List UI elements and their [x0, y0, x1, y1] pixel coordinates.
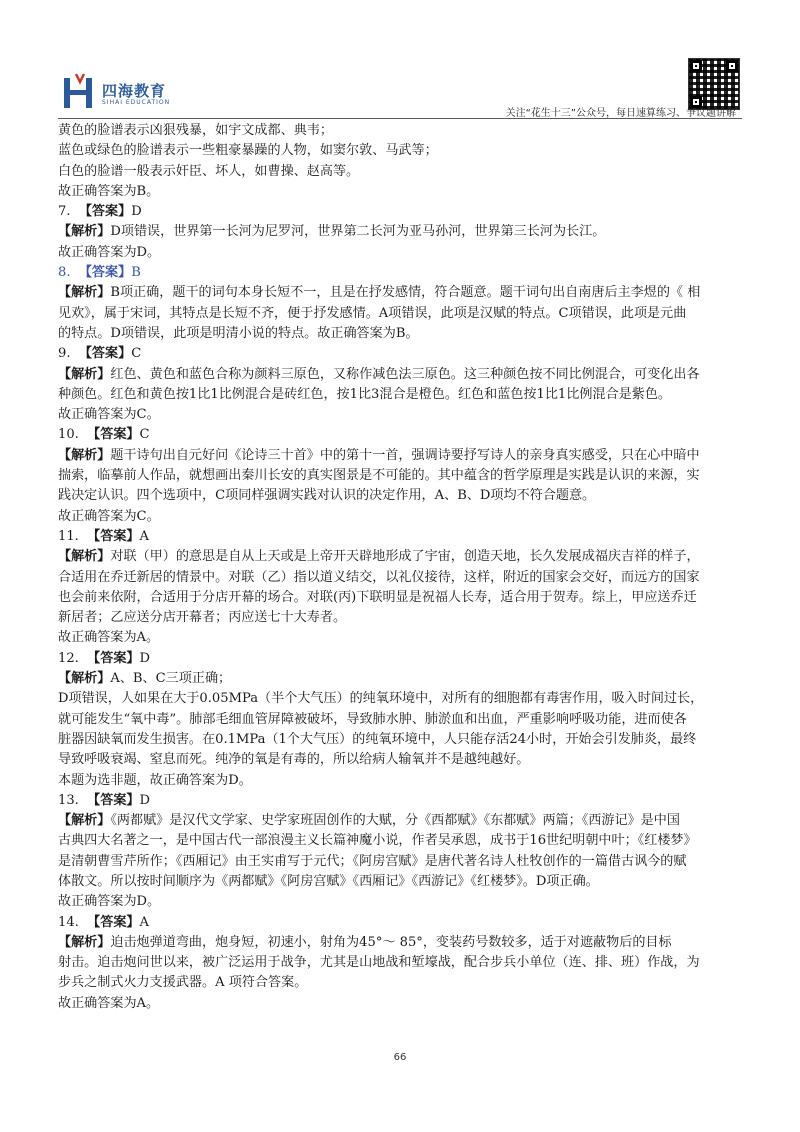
- answer-label: 【答案】: [87, 427, 140, 443]
- text-line: [58, 771, 744, 791]
- question-number: 12.: [58, 650, 79, 666]
- line-text: 是清朝曹雪芹所作；《西厢记》由王实甫写于元代；《阿房宫赋》是唐代著名诗人杜牧创作的一篇借古讽今的赋: [58, 853, 687, 869]
- text-line: [58, 141, 744, 161]
- text-line: [58, 588, 744, 608]
- text-line: [58, 852, 744, 872]
- question-number: 13.: [58, 792, 79, 808]
- line-text: 脏器因缺氧而发生损害。在0.1MPa（1个大气压）的纯氧环境中，人只能存活24小时，开始会引发肺炎，最终: [58, 731, 697, 747]
- line-text: 步兵之制式火力支援武器。A 项符合答案。: [58, 975, 308, 991]
- question-number: 7.: [58, 204, 71, 220]
- text-line: [58, 892, 744, 912]
- logo-subtitle: SIHAI EDUCATION: [102, 99, 171, 106]
- text-line: [58, 385, 744, 405]
- page-header: [0, 0, 800, 118]
- line-text: A: [139, 914, 149, 930]
- text-line: [58, 202, 744, 222]
- text-line: [58, 243, 744, 263]
- analysis-label: 【解析】: [58, 671, 111, 687]
- text-line: [58, 913, 744, 933]
- line-text: 导致呼吸衰竭、窒息而死。纯净的氧是有毒的，所以给病人输氧并不是越纯越好。: [58, 752, 530, 768]
- answer-label: 【答案】: [78, 346, 132, 362]
- question-number: 14.: [58, 914, 79, 930]
- analysis-label: 【解析】: [58, 549, 111, 565]
- line-text: 揣索，临摹前人作品，就想画出秦川长安的真实图景是不可能的。其中蕴含的哲学原理是实践是认识的来源，实: [58, 468, 700, 484]
- text-line: [58, 933, 744, 953]
- header-tagline: 关注“花生十三”公众号，每日速算练习、争议题讲解: [505, 108, 736, 119]
- line-text: 题干诗句出自元好问《论诗三十首》中的第十一首，强调诗要抒写诗人的亲身真实感受，只在心中暗中: [110, 447, 700, 463]
- text-line: [58, 568, 744, 588]
- line-text: 见欢》，属于宋词，其特点是长短不齐，便于抒发感情。A项错误，此项是汉赋的特点。C项错误，此项是元曲: [58, 305, 687, 321]
- line-text: 种颜色。红色和黄色按1比1比例混合是砖红色，按1比3混合是橙色。红色和蓝色按1比1比例混合是紫色。: [58, 386, 672, 402]
- line-text: 的特点。D项错误，此项是明清小说的特点。故正确答案为B。: [58, 325, 419, 341]
- line-text: 对联（甲）的意思是自从上天或是上帝开天辟地形成了宇宙，创造天地，长久发展成福庆吉祥的样子，: [110, 549, 700, 565]
- text-line: [58, 405, 744, 425]
- line-text: D: [139, 650, 151, 666]
- text-line: [58, 507, 744, 527]
- text-line: [58, 324, 744, 344]
- analysis-label: 【解析】: [58, 447, 111, 463]
- text-line: [58, 730, 744, 750]
- line-text: 故正确答案为B。: [58, 183, 160, 199]
- question-number: 8.: [58, 265, 71, 281]
- answer-label: 【答案】: [78, 204, 132, 220]
- line-text: 践决定认识。四个选项中，C项同样强调实践对认识的决定作用，A、B、D项均不符合题意。: [58, 488, 596, 504]
- text-line: [58, 750, 744, 770]
- line-text: 合适用在乔迁新居的情景中。对联（乙）指以道义结交，以礼仪接待，这样，附近的国家会交好，而远方的国家: [58, 569, 700, 585]
- answer-label: 【答案】: [87, 914, 140, 930]
- line-text: 体散文。所以按时间顺序为《两都赋》《阿房宫赋》《西厢记》《西游记》《红楼梦》。D项正确。: [58, 873, 599, 889]
- logo-mark-icon: [62, 72, 98, 112]
- text-line: [58, 344, 744, 364]
- qr-code-icon: [688, 58, 740, 110]
- line-text: A: [139, 528, 149, 544]
- analysis-label: 【解析】: [58, 224, 111, 240]
- line-text: D项错误，世界第一长河为尼罗河，世界第二长河为亚马孙河，世界第三长河为长江。: [110, 224, 606, 240]
- line-text: A、B、C三项正确；: [110, 671, 232, 687]
- line-text: 故正确答案为C。: [58, 407, 160, 423]
- text-line: [58, 953, 744, 973]
- answer-label: 【答案】: [78, 265, 132, 281]
- text-line: [58, 527, 744, 547]
- line-text: D项错误，人如果在大于0.05MPa（半个大气压）的纯氧环境中，对所有的细胞都有毒害作用，吸入时间过长，: [58, 691, 704, 707]
- line-text: 白色的脸谱一般表示奸臣、坏人，如曹操、赵高等。: [58, 163, 360, 179]
- analysis-label: 【解析】: [58, 813, 111, 829]
- line-text: 蓝色或绿色的脸谱表示一些粗豪暴躁的人物，如窦尔敦、马武等；: [58, 143, 438, 159]
- line-text: B项正确，题干的词句本身长短不一，且是在抒发感情，符合题意。题干词句出自南唐后主李煜的《 相: [110, 285, 701, 301]
- line-text: D: [139, 792, 151, 808]
- line-text: 红色、黄色和蓝色合称为颜料三原色，又称作减色法三原色。这三种颜色按不同比例混合，可变化出各: [110, 366, 700, 382]
- text-line: [58, 486, 744, 506]
- text-line: [58, 689, 744, 709]
- text-line: [58, 669, 744, 689]
- text-line: [58, 222, 744, 242]
- line-text: 本题为选非题，故正确答案为D。: [58, 772, 252, 788]
- line-text: C: [131, 346, 142, 362]
- text-line: [58, 628, 744, 648]
- text-line: [58, 365, 744, 385]
- text-line: [58, 791, 744, 811]
- line-text: 古典四大名著之一，是中国古代一部浪漫主义长篇神魔小说，作者吴承恩，成书于16世纪明朝中叶；《红楼梦》: [58, 833, 697, 849]
- text-line: [58, 121, 744, 141]
- text-line: [58, 710, 744, 730]
- line-text: 也会前来依附，合适用于分店开幕的场合。对联(丙)下联明显是祝福人长寿，适合用于贺寿。综上，甲应送乔迁: [58, 589, 697, 605]
- line-text: D: [131, 204, 142, 220]
- line-text: 就可能发生“氧中毒”。肺部毛细血管屏障被破坏，导致肺水肿、肺淤血和出血，严重影响呼吸功能，进而使各: [58, 711, 687, 727]
- text-line: [58, 649, 744, 669]
- line-text: 射击。迫击炮问世以来，被广泛运用于战争，尤其是山地战和堑壕战，配合步兵小单位（连、排、班）作战，为: [58, 955, 700, 971]
- text-line: [58, 283, 744, 303]
- text-line: [58, 304, 744, 324]
- answer-label: 【答案】: [87, 528, 140, 544]
- analysis-label: 【解析】: [58, 285, 111, 301]
- line-text: B: [131, 265, 141, 281]
- text-line: [58, 547, 744, 567]
- text-line: [58, 162, 744, 182]
- answer-content: [58, 121, 744, 1014]
- text-line: [58, 263, 744, 283]
- line-text: 迫击炮弹道弯曲，炮身短，初速小，射角为45°～ 85°，变装药号数较多，适于对遮蔽物后的目标: [110, 934, 672, 950]
- text-line: [58, 973, 744, 993]
- line-text: 黄色的脸谱表示凶狠残暴，如宇文成都、典韦；: [58, 123, 333, 138]
- line-text: 《两都赋》是汉代文学家、史学家班固创作的大赋，分《西都赋》《东都赋》两篇；《西游记》是中国: [110, 813, 680, 829]
- analysis-label: 【解析】: [58, 934, 111, 950]
- text-line: [58, 608, 744, 628]
- analysis-label: 【解析】: [58, 366, 111, 382]
- logo: [62, 72, 222, 112]
- text-line: [58, 446, 744, 466]
- header-divider: [58, 118, 742, 119]
- question-number: 10.: [58, 427, 79, 443]
- line-text: 新居者；乙应送分店开幕者；丙应送七十大寿者。: [58, 610, 347, 626]
- text-line: [58, 425, 744, 445]
- answer-label: 【答案】: [87, 650, 140, 666]
- logo-name: 四海教育: [102, 82, 167, 100]
- text-line: [58, 994, 744, 1014]
- text-line: [58, 872, 744, 892]
- text-line: [58, 466, 744, 486]
- page-number: 66: [393, 1052, 407, 1063]
- text-line: [58, 831, 744, 851]
- text-line: [58, 811, 744, 831]
- question-number: 11.: [58, 528, 79, 544]
- answer-label: 【答案】: [87, 792, 140, 808]
- line-text: 故正确答案为D。: [58, 894, 161, 910]
- line-text: 故正确答案为D。: [58, 244, 161, 260]
- line-text: C: [139, 427, 150, 443]
- text-line: [58, 182, 744, 202]
- line-text: 故正确答案为A。: [58, 995, 160, 1011]
- line-text: 故正确答案为A。: [58, 630, 160, 646]
- line-text: 故正确答案为C。: [58, 508, 160, 524]
- question-number: 9.: [58, 346, 71, 362]
